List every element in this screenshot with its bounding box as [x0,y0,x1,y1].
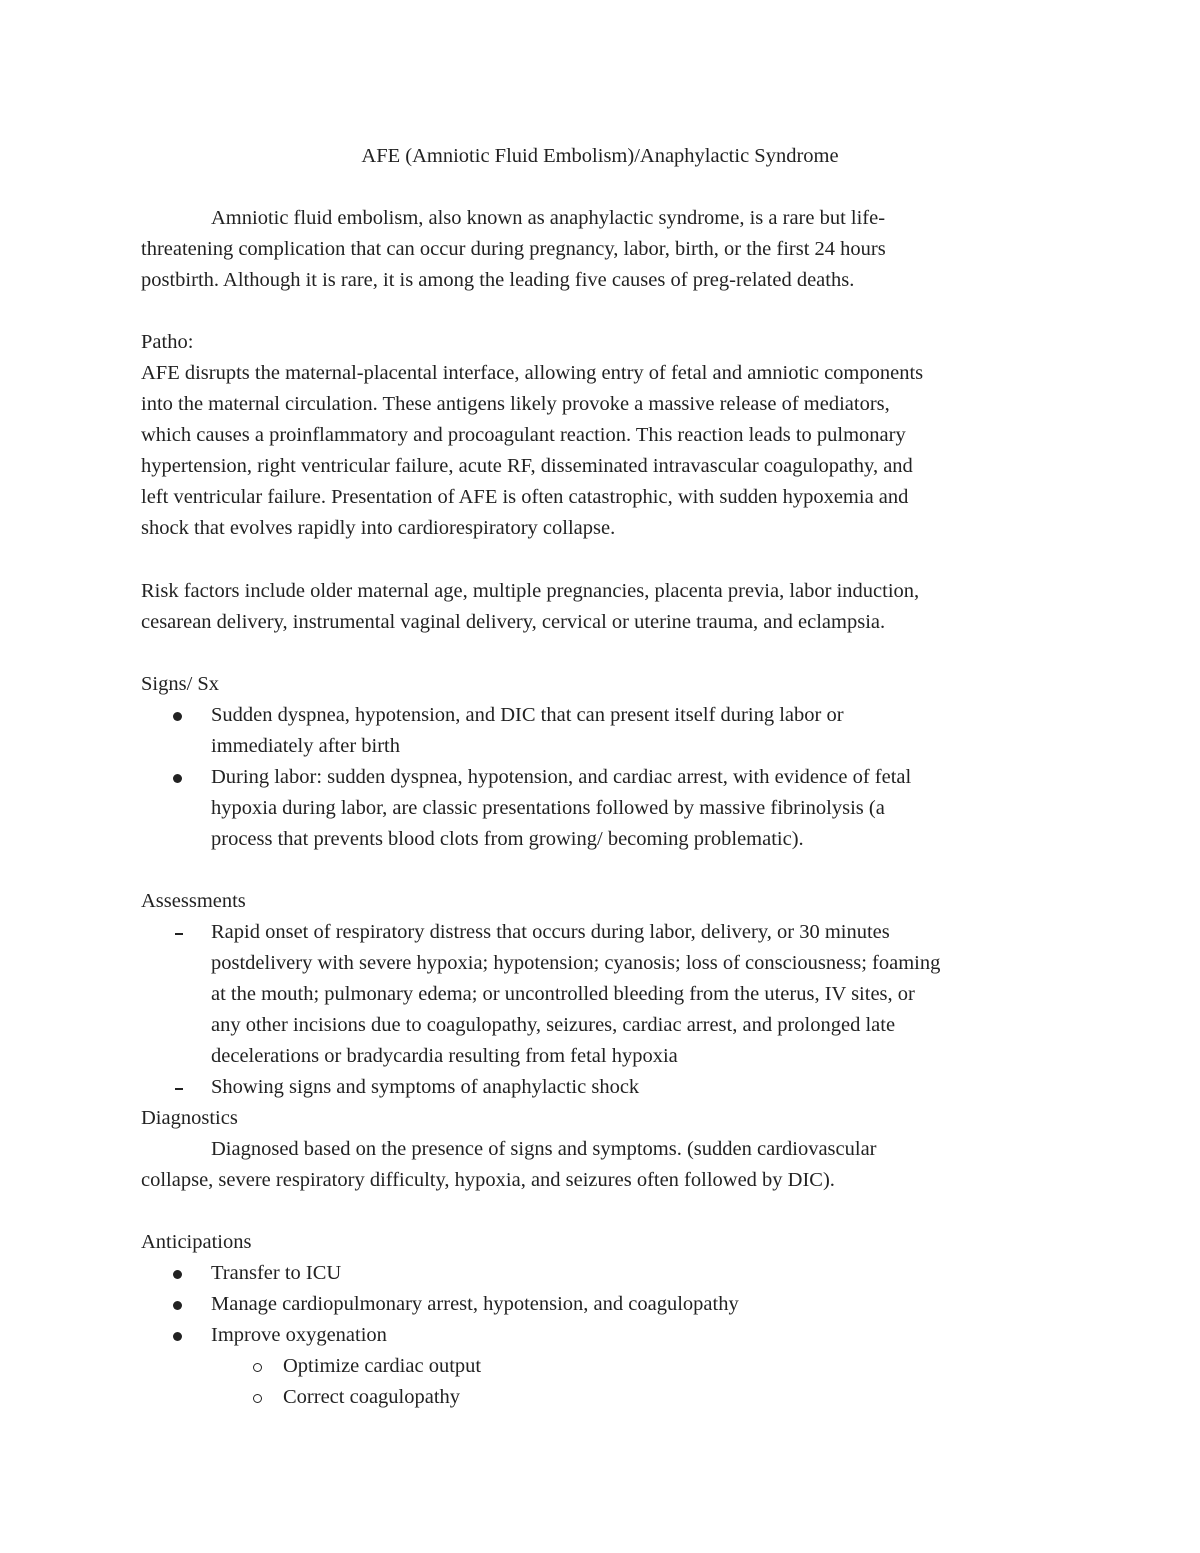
anticipations-heading: Anticipations [141,1231,252,1253]
bullet-icon [173,1301,182,1310]
assessments-item-line: any other incisions due to coagulopathy, seizures, cardiac arrest, and prolonged late [211,1014,896,1036]
patho-line: shock that evolves rapidly into cardiorespiratory collapse. [141,517,616,539]
patho-line: AFE disrupts the maternal-placental interface, allowing entry of fetal and amniotic components [141,362,924,384]
intro-line: postbirth. Although it is rare, it is among the leading five causes of preg-related deaths. [141,269,855,291]
signs-heading: Signs/ Sx [141,673,220,695]
assessments-item-line: postdelivery with severe hypoxia; hypotension; cyanosis; loss of consciousness; foaming [211,952,941,974]
diagnostics-line: Diagnosed based on the presence of signs and symptoms. (sudden cardiovascular [211,1138,877,1160]
patho-line: left ventricular failure. Presentation of AFE is often catastrophic, with sudden hypoxemia and [141,486,909,508]
assessments-item-line: at the mouth; pulmonary edema; or uncontrolled bleeding from the uterus, IV sites, or [211,983,915,1005]
assessments-heading: Assessments [141,890,246,912]
patho-heading: Patho: [141,331,194,353]
sub-bullet-icon [253,1363,262,1372]
bullet-icon [173,1270,182,1279]
signs-item-line: hypoxia during labor, are classic presentations followed by massive fibrinolysis (a [211,797,885,819]
dash-bullet-icon [175,1088,183,1090]
signs-item-line: process that prevents blood clots from growing/ becoming problematic). [211,828,804,850]
bullet-icon [173,712,182,721]
page-title: AFE (Amniotic Fluid Embolism)/Anaphylactic Syndrome [361,145,839,167]
risk-factors-line: cesarean delivery, instrumental vaginal delivery, cervical or uterine trauma, and eclampsia. [141,611,886,633]
assessments-item-line: decelerations or bradycardia resulting from fetal hypoxia [211,1045,678,1067]
assessments-item-line: Showing signs and symptoms of anaphylactic shock [211,1076,640,1098]
patho-line: into the maternal circulation. These antigens likely provoke a massive release of mediators, [141,393,890,415]
bullet-icon [173,774,182,783]
assessments-item-line: Rapid onset of respiratory distress that occurs during labor, delivery, or 30 minutes [211,921,890,943]
dash-bullet-icon [175,933,183,935]
anticipations-item: Manage cardiopulmonary arrest, hypotension, and coagulopathy [211,1293,739,1315]
anticipations-item: Transfer to ICU [211,1262,342,1284]
anticipations-subitem: Optimize cardiac output [283,1355,482,1377]
bullet-icon [173,1332,182,1341]
signs-item-line: During labor: sudden dyspnea, hypotension, and cardiac arrest, with evidence of fetal [211,766,912,788]
sub-bullet-icon [253,1394,262,1403]
patho-line: hypertension, right ventricular failure, acute RF, disseminated intravascular coagulopathy, and [141,455,913,477]
patho-line: which causes a proinflammatory and procoagulant reaction. This reaction leads to pulmonary [141,424,906,446]
risk-factors-line: Risk factors include older maternal age, multiple pregnancies, placenta previa, labor induction, [141,580,920,602]
signs-item-line: immediately after birth [211,735,400,757]
anticipations-subitem: Correct coagulopathy [283,1386,461,1408]
signs-item-line: Sudden dyspnea, hypotension, and DIC that can present itself during labor or [211,704,844,726]
intro-line: Amniotic fluid embolism, also known as anaphylactic syndrome, is a rare but life- [211,207,886,229]
diagnostics-heading: Diagnostics [141,1107,238,1129]
diagnostics-line: collapse, severe respiratory difficulty, hypoxia, and seizures often followed by DIC). [141,1169,835,1191]
anticipations-item: Improve oxygenation [211,1324,387,1346]
intro-line: threatening complication that can occur during pregnancy, labor, birth, or the first 24 hours [141,238,886,260]
